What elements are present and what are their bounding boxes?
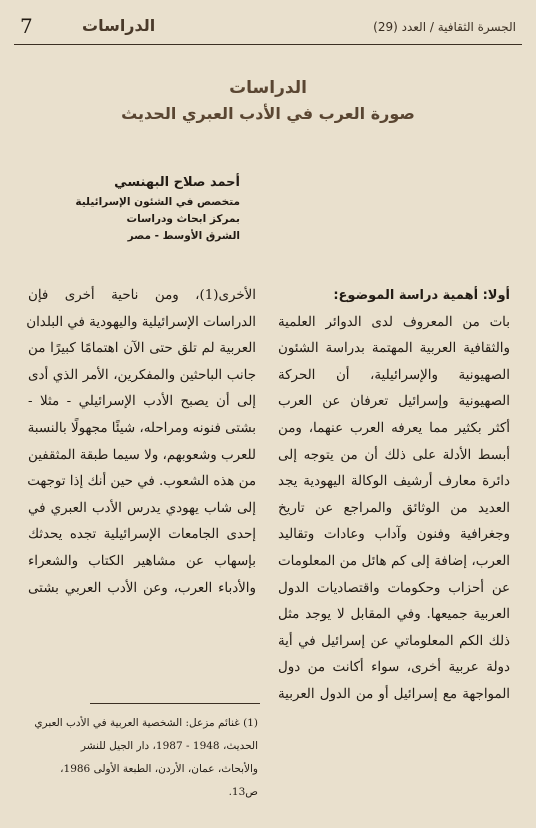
text-line: بات من المعروف لدى الدوائر العلمية [278, 314, 510, 330]
text-line: العديد من الوثائق والمراجع عن تاريخ [278, 500, 510, 516]
text-line: والثقافية العربية المهتمة بدراسة الشئون [278, 341, 510, 357]
author-block [20, 175, 240, 245]
footnote-divider [90, 703, 260, 704]
footnote-line: الحديث، 1948 - 1987، دار الجيل للنشر [80, 740, 258, 752]
subsection-heading: أولا: أهمية دراسة الموضوع: [333, 288, 510, 303]
article-title: صورة العرب في الأدب العبري الحديث [121, 104, 415, 123]
text-line: إحدى الجامعات الإسرائيلية تجده يحدثك [28, 527, 256, 543]
text-line: أبسط الأدلة على ذلك أن من يتوجه إلى [278, 447, 510, 463]
text-line: الدراسات الإسرائيلية واليهودية في البلدان [26, 314, 256, 330]
text-line: ذلك الكم المعلوماتي عن إسرائيل في أية [278, 633, 510, 649]
text-line: المواجهة مع إسرائيل أو من الدول العربية [278, 686, 510, 702]
author-name: أحمد صلاح البهنسي [114, 175, 240, 190]
text-line: للعرب وشعوبهم، ولا سيما طبقة المثقفين [28, 447, 256, 463]
text-line: وجغرافية وفنون وآداب وعادات وتقاليد [278, 527, 510, 543]
text-line: الصهيونية والإسرائيلية، أن الحركة [278, 367, 510, 383]
right-column [278, 283, 510, 709]
text-line: من هذه الشعوب. في حين أنك إذا توجهت [27, 474, 256, 490]
running-header [14, 12, 522, 40]
text-line: عن أحزاب وحكومات واقتصاديات الدول [278, 580, 510, 596]
author-affiliation: الشرق الأوسط - مصر [127, 230, 240, 242]
text-line: دولة عربية أخرى، سواء أكانت من دول [278, 660, 510, 676]
header-section-title: الدراسات [82, 16, 156, 35]
text-line: بإسهاب عن مشاهير الكتاب والشعراء [28, 553, 256, 569]
footnote [28, 712, 258, 804]
footnote-line: والأبحاث، عمان، الأردن، الطبعة الأولى 1986، [60, 763, 258, 775]
left-column [28, 283, 256, 602]
author-affiliation: بمركز ابحاث ودراسات [126, 213, 240, 225]
header-divider [14, 44, 522, 45]
journal-issue: الجسرة الثقافية / العدد (29) [373, 20, 516, 34]
author-affiliation: متخصص في الشئون الإسرائيلية [75, 196, 240, 208]
text-line: الصهيونية وإسرائيل تعرفان عن العرب [278, 394, 510, 410]
text-line: أكثر بكثير مما يعرفه العرب عنهما، ومن [278, 420, 510, 436]
text-line: العرب، إضافة إلى كم هائل من المعلومات [278, 553, 510, 569]
text-line: إلى شاب يهودي يدرس الأدب العبري في [28, 500, 256, 516]
page-number: 7 [20, 14, 33, 38]
text-line: العربية جميعها. وفي المقابل لا يوجد مثل [278, 607, 510, 623]
footnote-line: (1) غنائم مزعل: الشخصية العربية في الأدب العبري [34, 717, 258, 729]
section-title: الدراسات [229, 78, 307, 98]
text-line: الأخرى(1)، ومن ناحية أخرى فإن [28, 288, 256, 303]
text-line: العربية لم تلق حتى الآن اهتمامًا كبيرًا من [28, 341, 256, 357]
text-line: جانب الباحثين والمفكرين، الأمر الذي أدى [28, 367, 256, 383]
text-line: بشتى فنونه ومراحله، شيئًا مجهولًا بالنسبة [27, 420, 256, 436]
text-line: دائرة معارف أرشيف الوكالة اليهودية يجد [278, 474, 510, 490]
text-line: إلى أن يصبح الأدب الإسرائيلي - مثلا - [28, 394, 256, 410]
text-line: والأدباء العرب، وعن الأدب العربي بشتى [28, 580, 256, 596]
footnote-line: ص13. [228, 786, 258, 798]
